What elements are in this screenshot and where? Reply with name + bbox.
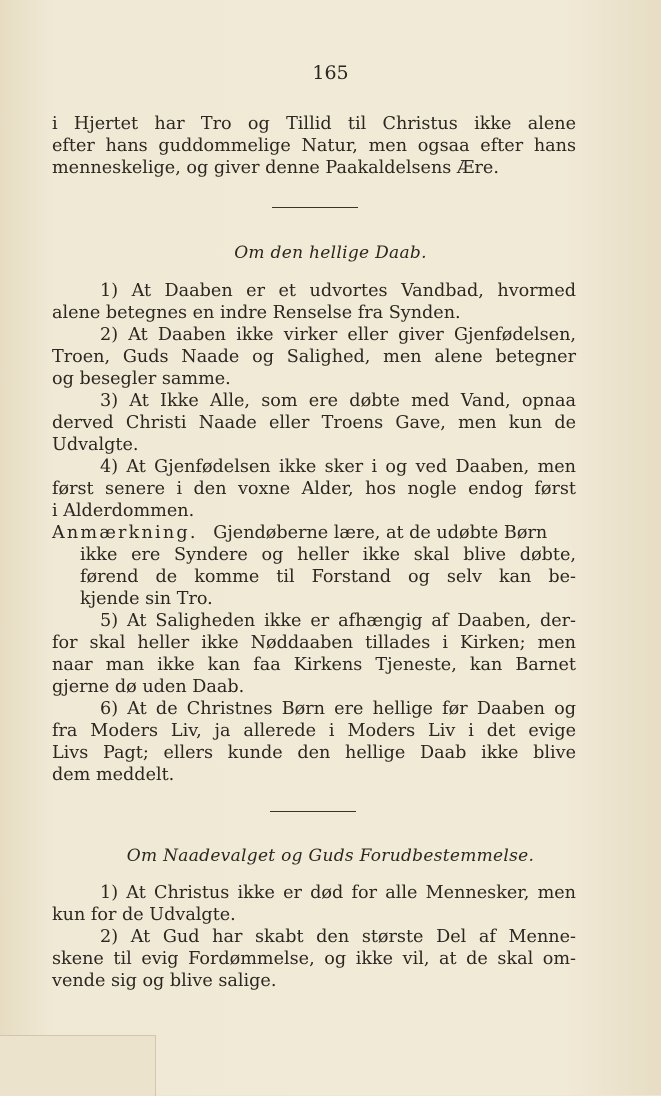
- text-line: for skal heller ikke Nøddaaben tillades i Kirken; men: [52, 633, 576, 653]
- remark-line: ikke ere Syndere og heller ikke skal blive døbte,: [80, 545, 576, 565]
- page-number: 165: [312, 62, 349, 84]
- list-item: 2) At Daaben ikke virker eller giver Gjenfødelsen,: [100, 325, 576, 345]
- text-line: menneskelige, og giver denne Paakaldelsens Ære.: [52, 158, 499, 178]
- text-line: i Hjertet har Tro og Tillid til Christus ikke alene: [52, 114, 576, 134]
- text-line: kun for de Udvalgte.: [52, 905, 236, 925]
- remark-label: Anmærkning.: [52, 523, 198, 543]
- text-line: vende sig og blive salige.: [52, 971, 277, 991]
- section-heading-naadevalget: Om Naadevalget og Guds Forudbestemmelse.: [126, 846, 535, 866]
- remark-line: førend de komme til Forstand og selv kan be-: [80, 567, 576, 587]
- scan-corner-fold: [0, 1035, 156, 1096]
- text-line: først senere i den voxne Alder, hos nogle endog først: [52, 479, 576, 499]
- intro-paragraph: [52, 113, 576, 179]
- text-line: alene betegnes en indre Renselse fra Synden.: [52, 303, 461, 323]
- text-line: Troen, Guds Naade og Salighed, men alene betegner: [52, 347, 576, 367]
- list-item: 2) At Gud har skabt den største Del af Menne-: [100, 927, 576, 947]
- remark-line: kjende sin Tro.: [80, 589, 213, 609]
- text-line: Livs Pagt; ellers kunde den hellige Daab ikke blive: [52, 743, 576, 763]
- list-item: 5) At Saligheden ikke er afhængig af Daaben, der-: [100, 611, 576, 631]
- list-item: 1) At Daaben er et udvortes Vandbad, hvormed: [100, 281, 576, 301]
- list-item: 6) At de Christnes Børn ere hellige før Daaben og: [100, 699, 576, 719]
- text-line: Udvalgte.: [52, 435, 139, 455]
- list-item: 1) At Christus ikke er død for alle Mennesker, men: [100, 883, 576, 903]
- text-line: fra Moders Liv, ja allerede i Moders Liv i det evige: [52, 721, 576, 741]
- text-line: og besegler samme.: [52, 369, 231, 389]
- text-line: dem meddelt.: [52, 765, 175, 785]
- section-divider: [270, 811, 356, 812]
- text-line: derved Christi Naade eller Troens Gave, men kun de: [52, 413, 576, 433]
- text-line: efter hans guddommelige Natur, men ogsaa efter hans: [52, 136, 576, 156]
- remark-text: Gjendøberne lære, at de udøbte Børn: [213, 523, 548, 543]
- list-item: 4) At Gjenfødelsen ikke sker i og ved Daaben, men: [100, 457, 576, 477]
- text-line: i Alderdommen.: [52, 501, 195, 521]
- daab-list: [52, 280, 576, 786]
- remark-line: [52, 522, 576, 544]
- naadevalget-list: [52, 882, 576, 992]
- text-line: gjerne dø uden Daab.: [52, 677, 245, 697]
- section-divider: [272, 207, 358, 208]
- text-line: skene til evig Fordømmelse, og ikke vil, at de skal om-: [52, 949, 576, 969]
- section-heading-daab: Om den hellige Daab.: [234, 243, 427, 263]
- list-item: 3) At Ikke Alle, som ere døbte med Vand, opnaa: [100, 391, 576, 411]
- text-line: naar man ikke kan faa Kirkens Tjeneste, kan Barnet: [52, 655, 576, 675]
